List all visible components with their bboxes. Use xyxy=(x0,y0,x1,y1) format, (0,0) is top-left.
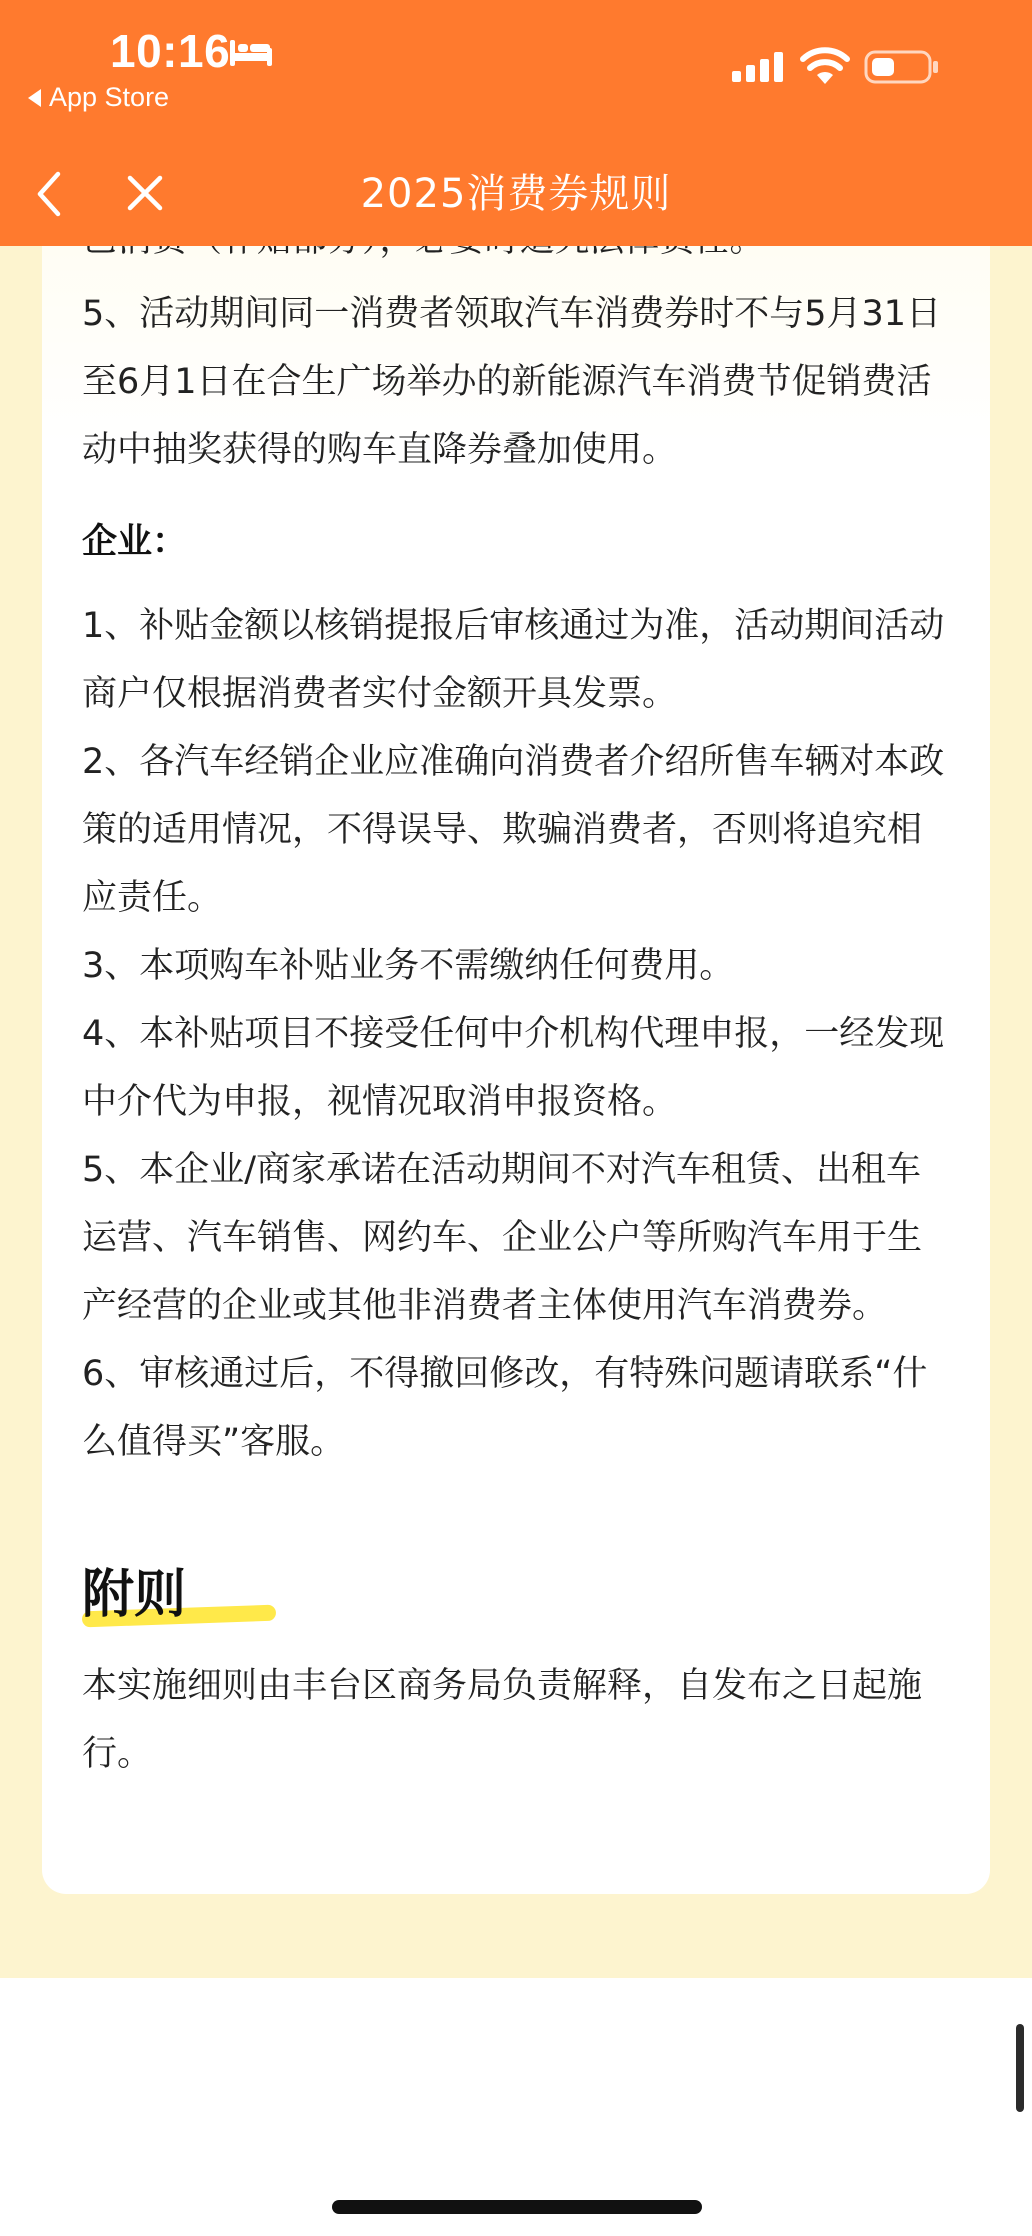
rules-card xyxy=(42,246,990,1894)
app-header xyxy=(0,0,1032,246)
enterprise-section-label: 企业： xyxy=(82,522,188,562)
battery-icon xyxy=(864,50,940,84)
enterprise-rule-1: 1、补贴金额以核销提报后审核通过为准，活动期间活动商户仅根据消费者实付金额开具发票。 xyxy=(82,606,945,714)
page-title: 2025消费券规则 xyxy=(360,171,672,217)
page-background xyxy=(0,246,1032,1978)
appendix-heading xyxy=(82,1560,186,1630)
back-app-label: App Store xyxy=(49,82,170,112)
rules-content xyxy=(82,280,952,1788)
enterprise-rule-2: 2、各汽车经销企业应准确向消费者介绍所售车辆对本政策的适用情况，不得误导、欺骗消费者，否则将追究相应责任。 xyxy=(82,742,945,918)
status-time: 10:16 xyxy=(110,25,231,77)
home-indicator[interactable] xyxy=(332,2200,702,2214)
sleep-focus-icon xyxy=(228,36,274,70)
back-arrow-icon xyxy=(28,89,41,107)
enterprise-rule-5: 5、本企业/商家承诺在活动期间不对汽车租赁、出租车运营、汽车销售、网约车、企业公户等所购汽车用于生产经营的企业或其他非消费者主体使用汽车消费券。 xyxy=(82,1150,923,1326)
enterprise-rule-3: 3、本项购车补贴业务不需缴纳任何费用。 xyxy=(82,946,735,986)
appendix-text: 本实施细则由丰台区商务局负责解释，自发布之日起施行。 xyxy=(82,1666,923,1774)
scroll-indicator[interactable] xyxy=(1016,2024,1024,2112)
cellular-signal-icon xyxy=(732,52,786,82)
enterprise-rule-4: 4、本补贴项目不接受任何中介机构代理申报，一经发现中介代为申报，视情况取消申报资格。 xyxy=(82,1014,945,1122)
back-to-app-store[interactable] xyxy=(28,82,169,113)
enterprise-rule-6: 6、审核通过后，不得撤回修改，有特殊问题请联系“什么值得买”客服。 xyxy=(82,1354,928,1462)
appendix-heading-text: 附则 xyxy=(82,1565,187,1625)
appendix-heading-wrap xyxy=(82,1560,952,1630)
wifi-icon xyxy=(800,48,850,86)
consumer-rule-5: 5、活动期间同一消费者领取汽车消费券时不与5月31日至6月1日在合生广场举办的新能源汽车消费节促销费活动中抽奖获得的购车直降券叠加使用。 xyxy=(82,294,942,470)
